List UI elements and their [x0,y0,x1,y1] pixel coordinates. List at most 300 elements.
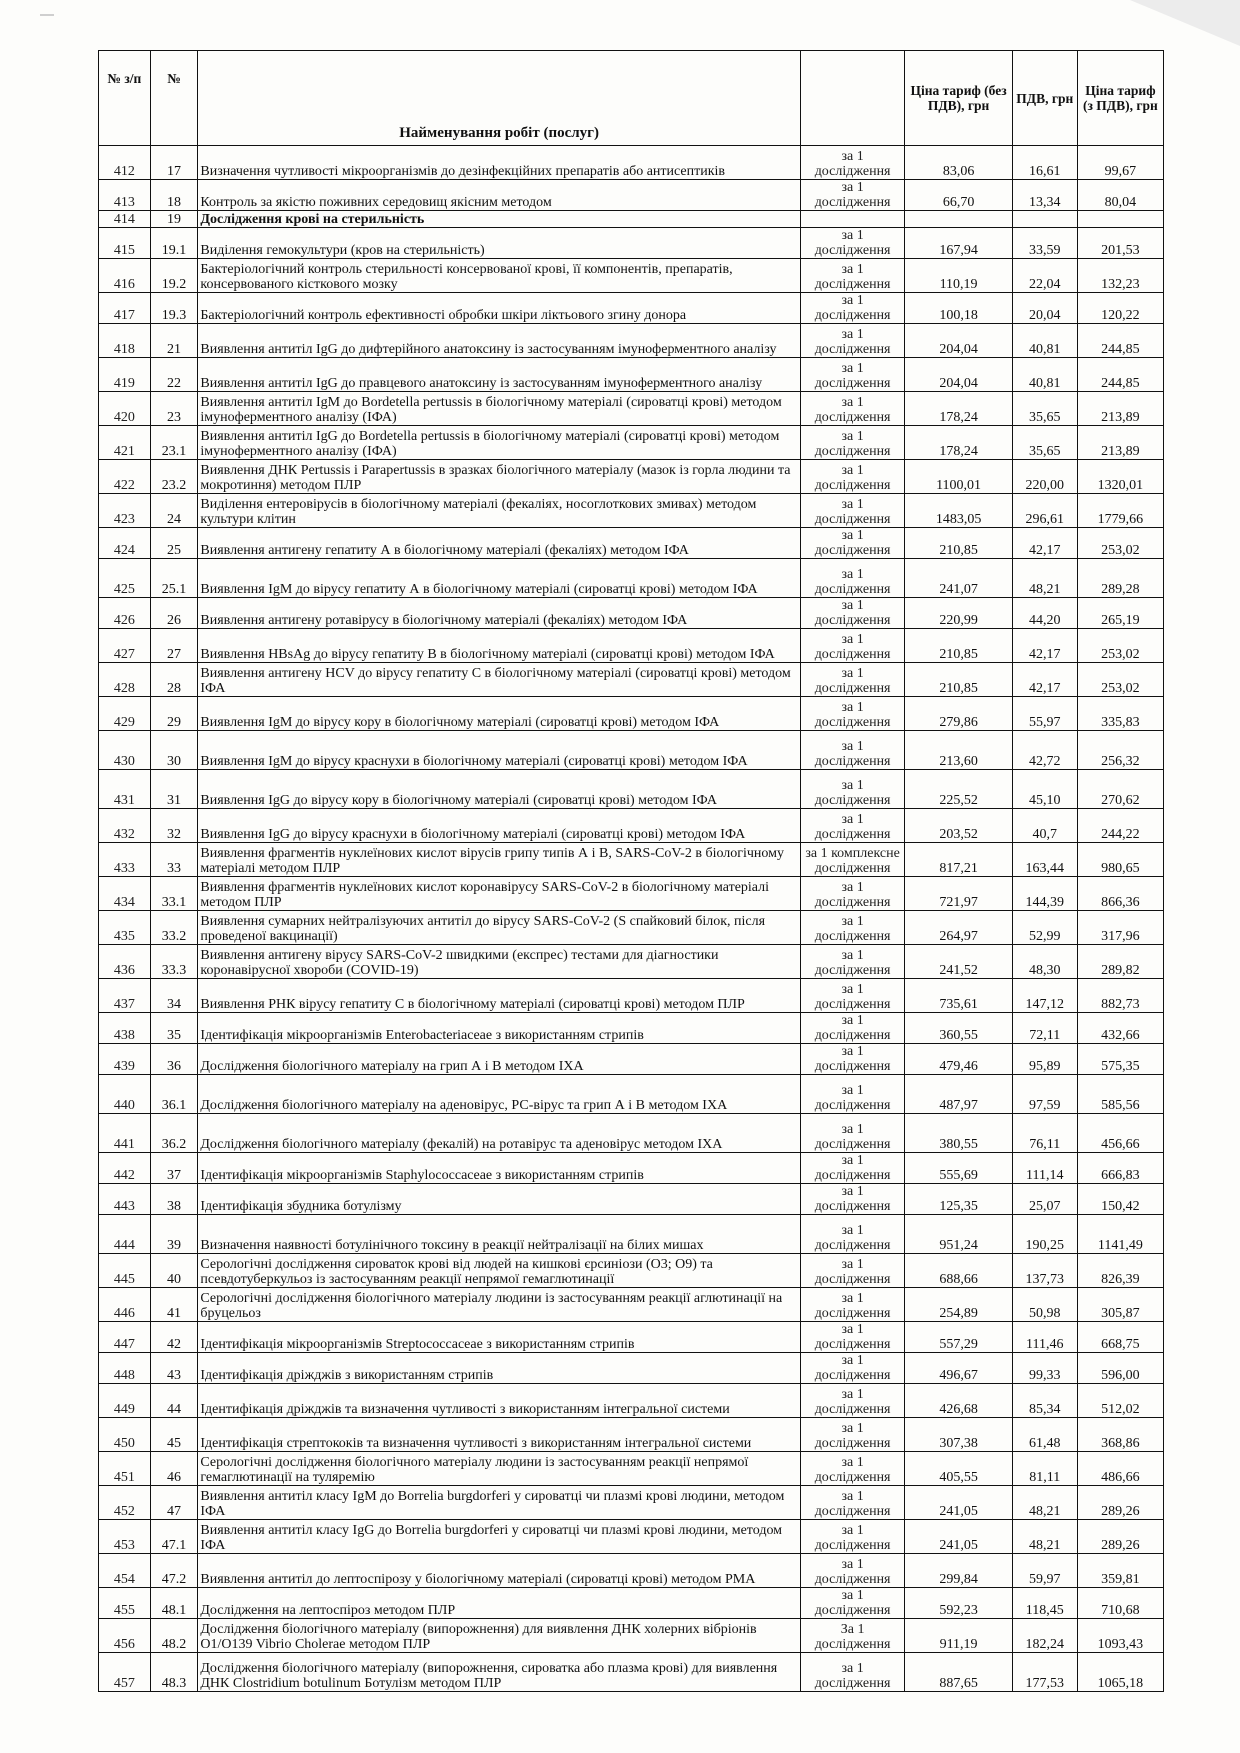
vat-amount: 42,17 [1012,528,1077,559]
price-with-vat: 244,22 [1077,809,1163,843]
table-row [99,1288,1164,1322]
table-row [99,731,1164,770]
service-code: 39 [150,1215,198,1254]
price-no-vat: 167,94 [905,228,1013,259]
price-with-vat: 359,81 [1077,1554,1163,1588]
table-row [99,945,1164,979]
price-with-vat: 270,62 [1077,770,1163,809]
unit-of-measure: за 1 дослідження [800,293,904,324]
service-code: 36 [150,1044,198,1075]
price-no-vat: 721,97 [905,877,1013,911]
price-with-vat: 335,83 [1077,697,1163,731]
row-number: 451 [99,1452,151,1486]
row-number: 420 [99,392,151,426]
service-name: Дослідження біологічного матеріалу (випорожнення, сироватка або плазма крові) для виявлення ДНК Clostridium botulinum Ботулізм методом ПЛР [198,1653,800,1692]
unit-of-measure: за 1 дослідження [800,559,904,598]
price-no-vat: 204,04 [905,324,1013,358]
service-name: Дослідження на лептоспіроз методом ПЛР [198,1588,800,1619]
price-with-vat: 213,89 [1077,392,1163,426]
table-row [99,598,1164,629]
price-with-vat: 1141,49 [1077,1215,1163,1254]
price-with-vat: 289,26 [1077,1520,1163,1554]
price-with-vat: 253,02 [1077,663,1163,697]
row-number: 429 [99,697,151,731]
price-with-vat: 256,32 [1077,731,1163,770]
price-with-vat: 201,53 [1077,228,1163,259]
table-row [99,460,1164,494]
unit-of-measure: за 1 дослідження [800,1075,904,1114]
vat-amount: 48,21 [1012,1486,1077,1520]
unit-of-measure: за 1 дослідження [800,1588,904,1619]
price-with-vat [1077,211,1163,228]
table-body [99,146,1164,1692]
service-name: Серологічні дослідження біологічного матеріалу людини із застосуванням реакції непрямої гемаглютинації на туляремію [198,1452,800,1486]
service-code: 47.1 [150,1520,198,1554]
price-with-vat: 317,96 [1077,911,1163,945]
service-name: Виявлення IgG до вірусу кору в біологічному матеріалі (сироватці крові) методом ІФА [198,770,800,809]
service-code: 48.3 [150,1653,198,1692]
table-row [99,293,1164,324]
vat-amount: 61,48 [1012,1418,1077,1452]
service-code: 23 [150,392,198,426]
row-number: 454 [99,1554,151,1588]
vat-amount: 52,99 [1012,911,1077,945]
vat-amount: 72,11 [1012,1013,1077,1044]
service-name: Виділення гемокультури (кров на стерильність) [198,228,800,259]
service-code: 48.2 [150,1619,198,1653]
price-with-vat: 132,23 [1077,259,1163,293]
vat-amount: 97,59 [1012,1075,1077,1114]
row-number: 423 [99,494,151,528]
service-name: Виявлення IgM до вірусу гепатиту А в біологічному матеріалі (сироватці крові) методом ІФА [198,559,800,598]
service-name: Виділення ентеровірусів в біологічному матеріалі (фекаліях, носоглоткових змивах) методом культури клітин [198,494,800,528]
table-row [99,663,1164,697]
price-with-vat: 80,04 [1077,180,1163,211]
unit-of-measure: за 1 дослідження [800,809,904,843]
row-number: 418 [99,324,151,358]
price-with-vat: 368,86 [1077,1418,1163,1452]
vat-amount: 35,65 [1012,426,1077,460]
unit-of-measure: за 1 дослідження [800,1353,904,1384]
price-no-vat: 496,67 [905,1353,1013,1384]
price-with-vat: 120,22 [1077,293,1163,324]
price-with-vat: 512,02 [1077,1384,1163,1418]
vat-amount: 137,73 [1012,1254,1077,1288]
service-code: 17 [150,146,198,180]
service-name: Виявлення фрагментів нуклеїнових кислот вірусів грипу типів А і В, SARS-CoV-2 в біологічному матеріалі методом ПЛР [198,843,800,877]
service-name: Бактеріологічний контроль стерильності консервованої крові, її компонентів, препаратів, консервованого кісткового мозку [198,259,800,293]
table-row [99,211,1164,228]
price-no-vat: 555,69 [905,1153,1013,1184]
row-number: 413 [99,180,151,211]
service-name: Визначення наявності ботулінічного токсину в реакції нейтралізації на білих мишах [198,1215,800,1254]
row-number: 434 [99,877,151,911]
price-with-vat: 666,83 [1077,1153,1163,1184]
service-code: 34 [150,979,198,1013]
table-row [99,146,1164,180]
price-no-vat: 887,65 [905,1653,1013,1692]
price-no-vat: 178,24 [905,426,1013,460]
service-name: Контроль за якістю поживних середовищ якісним методом [198,180,800,211]
price-no-vat: 100,18 [905,293,1013,324]
vat-amount: 220,00 [1012,460,1077,494]
table-row [99,228,1164,259]
unit-of-measure: за 1 дослідження [800,979,904,1013]
vat-amount: 81,11 [1012,1452,1077,1486]
table-row [99,426,1164,460]
header-vat: ПДВ, грн [1012,51,1077,146]
table-row [99,1184,1164,1215]
service-name: Ідентифікація дріжджів та визначення чутливості з використанням інтегральної системи [198,1384,800,1418]
service-name: Дослідження біологічного матеріалу на грип А і В методом ІХА [198,1044,800,1075]
unit-of-measure: за 1 дослідження [800,358,904,392]
price-no-vat: 426,68 [905,1384,1013,1418]
price-no-vat: 110,19 [905,259,1013,293]
header-service-name: Найменування робіт (послуг) [198,51,800,146]
price-no-vat: 241,05 [905,1520,1013,1554]
vat-amount [1012,211,1077,228]
unit-of-measure: за 1 дослідження [800,697,904,731]
row-number: 421 [99,426,151,460]
price-no-vat: 1100,01 [905,460,1013,494]
header-unit [800,51,904,146]
table-row [99,1114,1164,1153]
service-code: 27 [150,629,198,663]
vat-amount: 33,59 [1012,228,1077,259]
service-code: 45 [150,1418,198,1452]
service-name: Виявлення антитіл IgM до Bordetella pertussis в біологічному матеріалі (сироватці крові) методом імуноферментного аналізу (ІФА) [198,392,800,426]
vat-amount: 42,72 [1012,731,1077,770]
table-row [99,1418,1164,1452]
row-number: 431 [99,770,151,809]
table-row [99,1384,1164,1418]
row-number: 412 [99,146,151,180]
unit-of-measure [800,211,904,228]
price-no-vat: 557,29 [905,1322,1013,1353]
table-row [99,180,1164,211]
row-number: 441 [99,1114,151,1153]
unit-of-measure: за 1 дослідження [800,460,904,494]
unit-of-measure: за 1 дослідження [800,598,904,629]
unit-of-measure: за 1 дослідження [800,1653,904,1692]
service-code: 35 [150,1013,198,1044]
unit-of-measure: за 1 дослідження [800,911,904,945]
price-with-vat: 575,35 [1077,1044,1163,1075]
price-with-vat: 265,19 [1077,598,1163,629]
service-name: Ідентифікація дріжджів з використанням стрипів [198,1353,800,1384]
service-code: 19.2 [150,259,198,293]
vat-amount: 22,04 [1012,259,1077,293]
service-name: Виявлення фрагментів нуклеїнових кислот коронавірусу SARS-CoV-2 в біологічному матеріалі методом ПЛР [198,877,800,911]
price-no-vat: 380,55 [905,1114,1013,1153]
unit-of-measure: за 1 дослідження [800,1254,904,1288]
service-name: Виявлення антитіл до лептоспірозу у біологічному матеріалі (сироватці крові) методом РМА [198,1554,800,1588]
price-with-vat: 244,85 [1077,358,1163,392]
service-code: 19.3 [150,293,198,324]
price-with-vat: 99,67 [1077,146,1163,180]
scan-mark [40,14,54,16]
service-code: 24 [150,494,198,528]
price-with-vat: 253,02 [1077,629,1163,663]
unit-of-measure: за 1 дослідження [800,228,904,259]
vat-amount: 55,97 [1012,697,1077,731]
service-code: 31 [150,770,198,809]
vat-amount: 40,81 [1012,358,1077,392]
vat-amount: 13,34 [1012,180,1077,211]
price-with-vat: 1320,01 [1077,460,1163,494]
price-no-vat: 225,52 [905,770,1013,809]
vat-amount: 111,46 [1012,1322,1077,1353]
table-row [99,1452,1164,1486]
unit-of-measure: за 1 комплексне дослідження [800,843,904,877]
service-code: 28 [150,663,198,697]
vat-amount: 95,89 [1012,1044,1077,1075]
service-code: 33.1 [150,877,198,911]
price-no-vat: 213,60 [905,731,1013,770]
price-with-vat: 710,68 [1077,1588,1163,1619]
unit-of-measure: за 1 дослідження [800,1384,904,1418]
vat-amount: 144,39 [1012,877,1077,911]
row-number: 446 [99,1288,151,1322]
service-code: 19.1 [150,228,198,259]
table-row [99,324,1164,358]
table-row [99,911,1164,945]
table-row [99,559,1164,598]
table-row [99,1619,1164,1653]
table-row [99,629,1164,663]
header-price-no-vat: Ціна тариф (без ПДВ), грн [905,51,1013,146]
header-row-number: № з/п [99,51,151,146]
unit-of-measure: за 1 дослідження [800,259,904,293]
vat-amount: 48,21 [1012,1520,1077,1554]
row-number: 438 [99,1013,151,1044]
price-no-vat: 210,85 [905,663,1013,697]
vat-amount: 163,44 [1012,843,1077,877]
service-code: 37 [150,1153,198,1184]
row-number: 457 [99,1653,151,1692]
service-name: Виявлення IgM до вірусу кору в біологічному матеріалі (сироватці крові) методом ІФА [198,697,800,731]
service-name: Ідентифікація мікроорганізмів Enterobacteriaceae з використанням стрипів [198,1013,800,1044]
unit-of-measure: за 1 дослідження [800,1520,904,1554]
service-name: Виявлення РНК вірусу гепатиту С в біологічному матеріалі (сироватці крові) методом ПЛР [198,979,800,1013]
vat-amount: 147,12 [1012,979,1077,1013]
service-name: Ідентифікація збудника ботулізму [198,1184,800,1215]
service-name: Виявлення антитіл IgG до дифтерійного анатоксину із застосуванням імуноферментного аналізу [198,324,800,358]
row-number: 426 [99,598,151,629]
price-with-vat: 668,75 [1077,1322,1163,1353]
table-row [99,1353,1164,1384]
row-number: 439 [99,1044,151,1075]
service-name: Виявлення антигену HCV до вірусу гепатиту С в біологічному матеріалі (сироватці крові) методом ІФА [198,663,800,697]
unit-of-measure: за 1 дослідження [800,663,904,697]
row-number: 416 [99,259,151,293]
service-name: Дослідження біологічного матеріалу (фекалій) на ротавірус та аденовірус методом ІХА [198,1114,800,1153]
price-with-vat: 486,66 [1077,1452,1163,1486]
table-row [99,1322,1164,1353]
unit-of-measure: за 1 дослідження [800,1322,904,1353]
vat-amount: 50,98 [1012,1288,1077,1322]
vat-amount: 182,24 [1012,1619,1077,1653]
row-number: 433 [99,843,151,877]
table-row [99,1588,1164,1619]
service-name: Виявлення антитіл класу IgG до Borrelia burgdorferi у сироватці чи плазмі крові людини, методом ІФА [198,1520,800,1554]
table-row [99,1075,1164,1114]
service-name: Виявлення антитіл IgG до правцевого анатоксину із застосуванням імуноферментного аналізу [198,358,800,392]
price-with-vat: 289,28 [1077,559,1163,598]
table-row [99,1013,1164,1044]
service-code: 33.2 [150,911,198,945]
service-code: 44 [150,1384,198,1418]
price-with-vat: 1065,18 [1077,1653,1163,1692]
service-name: Виявлення антигену ротавірусу в біологічному матеріалі (фекаліях) методом ІФА [198,598,800,629]
vat-amount: 42,17 [1012,663,1077,697]
unit-of-measure: за 1 дослідження [800,1288,904,1322]
price-no-vat: 241,07 [905,559,1013,598]
service-code: 38 [150,1184,198,1215]
price-with-vat: 456,66 [1077,1114,1163,1153]
price-with-vat: 882,73 [1077,979,1163,1013]
unit-of-measure: за 1 дослідження [800,392,904,426]
price-no-vat: 735,61 [905,979,1013,1013]
row-number: 455 [99,1588,151,1619]
service-code: 23.1 [150,426,198,460]
service-code: 26 [150,598,198,629]
table-row [99,877,1164,911]
unit-of-measure: за 1 дослідження [800,1153,904,1184]
service-name: Виявлення IgG до вірусу краснухи в біологічному матеріалі (сироватці крові) методом ІФА [198,809,800,843]
service-code: 25.1 [150,559,198,598]
row-number: 417 [99,293,151,324]
row-number: 425 [99,559,151,598]
table-row [99,809,1164,843]
table-row [99,979,1164,1013]
row-number: 440 [99,1075,151,1114]
price-no-vat: 220,99 [905,598,1013,629]
service-code: 40 [150,1254,198,1288]
table-row [99,1554,1164,1588]
price-no-vat: 241,05 [905,1486,1013,1520]
unit-of-measure: за 1 дослідження [800,528,904,559]
unit-of-measure: за 1 дослідження [800,180,904,211]
table-row [99,1486,1164,1520]
row-number: 432 [99,809,151,843]
vat-amount: 25,07 [1012,1184,1077,1215]
unit-of-measure: за 1 дослідження [800,1486,904,1520]
price-with-vat: 244,85 [1077,324,1163,358]
service-code: 36.2 [150,1114,198,1153]
row-number: 444 [99,1215,151,1254]
row-number: 422 [99,460,151,494]
price-no-vat: 210,85 [905,629,1013,663]
unit-of-measure: за 1 дослідження [800,324,904,358]
price-no-vat: 204,04 [905,358,1013,392]
vat-amount: 177,53 [1012,1653,1077,1692]
price-no-vat: 592,23 [905,1588,1013,1619]
service-code: 30 [150,731,198,770]
price-with-vat: 213,89 [1077,426,1163,460]
price-no-vat: 360,55 [905,1013,1013,1044]
vat-amount: 190,25 [1012,1215,1077,1254]
table-row [99,358,1164,392]
price-no-vat: 911,19 [905,1619,1013,1653]
vat-amount: 16,61 [1012,146,1077,180]
vat-amount: 48,30 [1012,945,1077,979]
vat-amount: 40,7 [1012,809,1077,843]
price-with-vat: 305,87 [1077,1288,1163,1322]
row-number: 449 [99,1384,151,1418]
row-number: 430 [99,731,151,770]
header-price-with-vat: Ціна тариф (з ПДВ), грн [1077,51,1163,146]
unit-of-measure: за 1 дослідження [800,1418,904,1452]
table-row [99,392,1164,426]
unit-of-measure: за 1 дослідження [800,770,904,809]
service-name: Виявлення антигену вірусу SARS-CoV-2 швидкими (експрес) тестами для діагностики коронавірусної хвороби (COVID-19) [198,945,800,979]
service-name: Бактеріологічний контроль ефективності обробки шкіри ліктьового згину донора [198,293,800,324]
service-code: 47.2 [150,1554,198,1588]
table-row [99,843,1164,877]
row-number: 448 [99,1353,151,1384]
unit-of-measure: за 1 дослідження [800,731,904,770]
price-no-vat: 951,24 [905,1215,1013,1254]
price-with-vat: 289,26 [1077,1486,1163,1520]
unit-of-measure: за 1 дослідження [800,1044,904,1075]
row-number: 435 [99,911,151,945]
service-name: Визначення чутливості мікроорганізмів до дезінфекційних препаратів або антисептиків [198,146,800,180]
vat-amount: 35,65 [1012,392,1077,426]
price-no-vat: 210,85 [905,528,1013,559]
price-with-vat: 432,66 [1077,1013,1163,1044]
price-no-vat: 83,06 [905,146,1013,180]
service-name: Дослідження крові на стерильність [198,211,800,228]
service-code: 46 [150,1452,198,1486]
price-with-vat: 596,00 [1077,1353,1163,1384]
vat-amount: 85,34 [1012,1384,1077,1418]
unit-of-measure: за 1 дослідження [800,1452,904,1486]
table-row [99,1520,1164,1554]
service-code: 32 [150,809,198,843]
unit-of-measure: за 1 дослідження [800,629,904,663]
price-with-vat: 826,39 [1077,1254,1163,1288]
row-number: 453 [99,1520,151,1554]
service-name: Серологічні дослідження біологічного матеріалу людини із застосуванням реакції аглютинації на бруцельоз [198,1288,800,1322]
service-code: 29 [150,697,198,731]
table-row [99,1044,1164,1075]
table-row [99,528,1164,559]
price-no-vat: 203,52 [905,809,1013,843]
header-code: № [150,51,198,146]
row-number: 419 [99,358,151,392]
price-no-vat: 279,86 [905,697,1013,731]
service-code: 42 [150,1322,198,1353]
price-no-vat: 817,21 [905,843,1013,877]
service-name: Виявлення IgM до вірусу краснухи в біологічному матеріалі (сироватці крові) методом ІФА [198,731,800,770]
service-code: 33.3 [150,945,198,979]
unit-of-measure: за 1 дослідження [800,877,904,911]
service-name: Виявлення HBsAg до вірусу гепатиту В в біологічному матеріалі (сироватці крові) методом ІФА [198,629,800,663]
price-no-vat: 66,70 [905,180,1013,211]
vat-amount: 118,45 [1012,1588,1077,1619]
row-number: 447 [99,1322,151,1353]
vat-amount: 76,11 [1012,1114,1077,1153]
vat-amount: 296,61 [1012,494,1077,528]
unit-of-measure: За 1 дослідження [800,1619,904,1653]
table-row [99,1215,1164,1254]
price-with-vat: 1093,43 [1077,1619,1163,1653]
price-no-vat: 241,52 [905,945,1013,979]
vat-amount: 99,33 [1012,1353,1077,1384]
vat-amount: 48,21 [1012,559,1077,598]
row-number: 442 [99,1153,151,1184]
